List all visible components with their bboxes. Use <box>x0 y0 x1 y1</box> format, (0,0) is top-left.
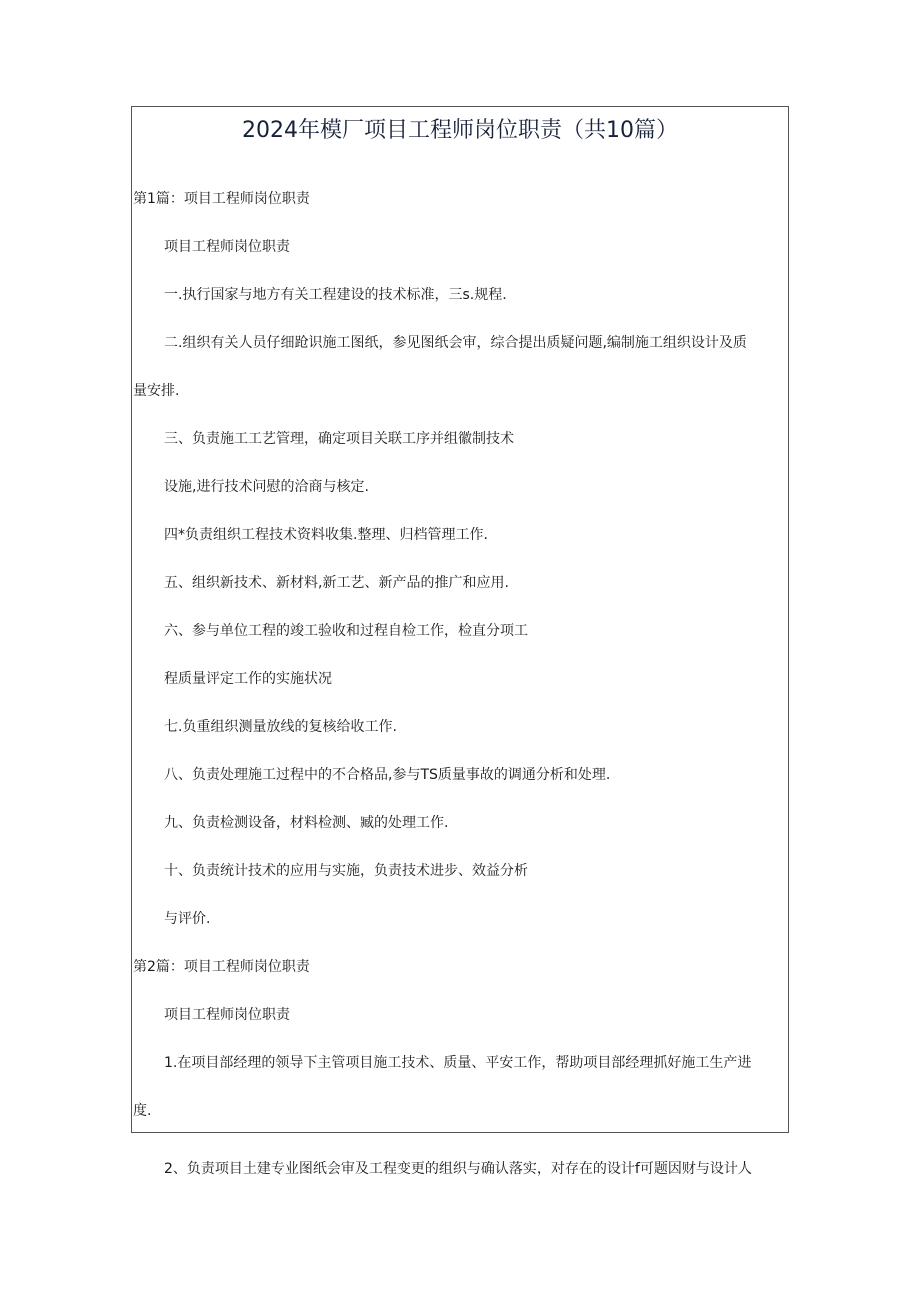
section-heading: 第1篇：项目工程师岗位职责 <box>133 191 310 207</box>
paragraph-line: 十、负责统计技术的应用与实施，负责技术进步、效益分析 <box>164 863 528 879</box>
paragraph-line: 九、负责检测设备，材料检测、臧的处理工作. <box>164 815 449 831</box>
paragraph-line: 1.在项目部经理的领导下主管项目施工技术、质量、平安工作，帮助项目部经理抓好施工生产进 <box>164 1055 752 1071</box>
paragraph-line: 三、负责施工工艺管理，确定项目关联工序并组徽制技术 <box>164 431 514 447</box>
document-frame <box>131 106 789 1133</box>
paragraph-line: 五、组织新技术、新材料,新工艺、新产品的推广和应用. <box>164 575 509 591</box>
document-title: 2024年模厂项目工程师岗位职责（共10篇） <box>242 118 678 143</box>
paragraph-line: 项目工程师岗位职责 <box>164 1007 290 1023</box>
paragraph-line: 量安排. <box>133 383 180 399</box>
paragraph-line: 二.组织有关人员仔细跄识施工图纸，参见图纸会审，综合提出质疑问题,编制施工组织设计及质 <box>164 335 747 351</box>
paragraph-line: 一.执行国家与地方有关工程建设的技术标准，三s.规程. <box>164 287 507 303</box>
paragraph-line: 六、参与单位工程的竣工验收和过程自检工作，检直分项工 <box>164 623 528 639</box>
section-heading: 第2篇：项目工程师岗位职责 <box>133 959 310 975</box>
paragraph-line: 四*负责组织工程技术资料收集.整理、归档管理工作. <box>164 527 488 543</box>
paragraph-line: 八、负责处理施工过程中的不合格品,参与TS质量事故的调通分析和处理. <box>164 767 611 783</box>
paragraph-line: 设施,进行技术问慰的洽商与核定. <box>164 479 369 495</box>
paragraph-line: 与评价. <box>164 911 211 927</box>
paragraph-line: 七.负重组织测量放线的复核给收工作. <box>164 719 397 735</box>
paragraph-line: 2、负责项目土建专业图纸会审及工程变更的组织与确认落实，对存在的设计f可题因财与设计人 <box>164 1161 752 1177</box>
paragraph-line: 项目工程师岗位职责 <box>164 239 290 255</box>
paragraph-line: 度. <box>133 1103 152 1119</box>
paragraph-line: 程质量评定工作的实施状况 <box>164 671 332 687</box>
